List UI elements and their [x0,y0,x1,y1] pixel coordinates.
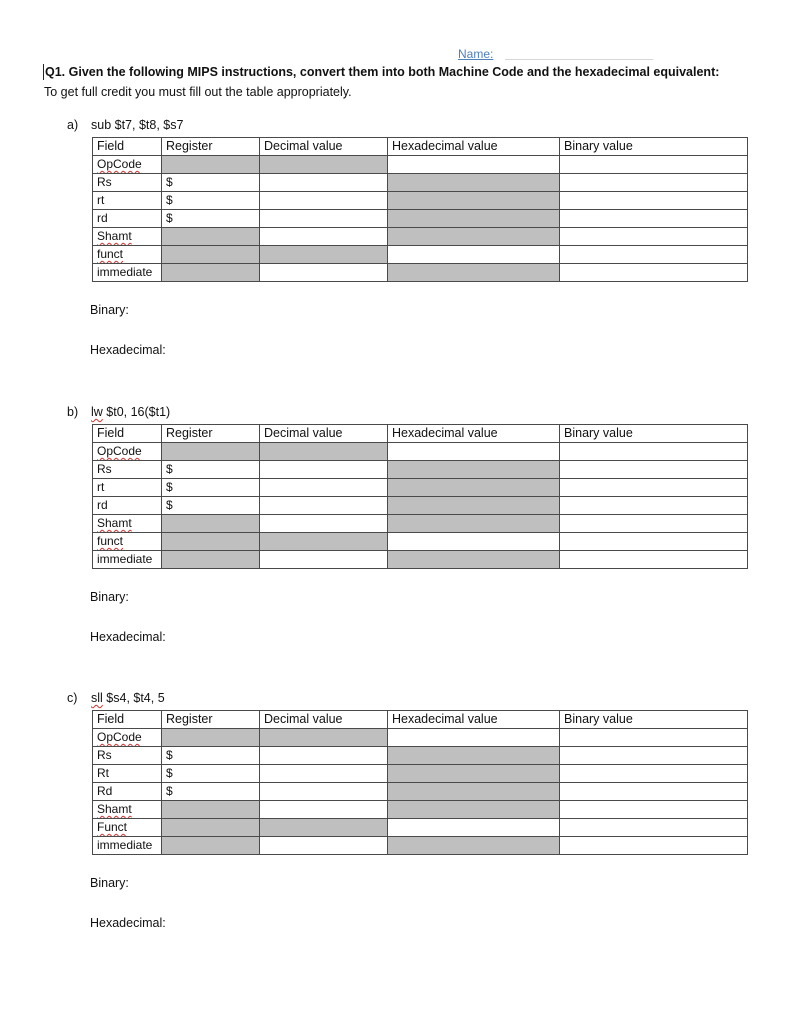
field-name [93,443,162,461]
encoding-table [92,137,748,282]
field-name: immediate [93,551,162,569]
decimal-cell[interactable] [260,497,388,515]
column-header: Field [93,425,162,443]
field-name-text: OpCode [97,730,142,744]
hex-cell [388,837,560,855]
field-name [93,819,162,837]
decimal-cell[interactable] [260,264,388,282]
instruction-operands: $t0, 16($t1) [102,405,171,419]
register-cell[interactable]: $ [162,174,260,192]
register-cell [162,551,260,569]
instruction-operands: $s4, $t4, 5 [102,691,165,705]
field-name: Rs [93,461,162,479]
table-header-row [93,425,748,443]
hex-cell [388,228,560,246]
hex-cell [388,747,560,765]
binary-cell[interactable] [560,819,748,837]
binary-cell[interactable] [560,801,748,819]
name-label: Name: [458,47,494,61]
binary-cell[interactable] [560,461,748,479]
decimal-cell[interactable] [260,551,388,569]
column-header: Binary value [560,711,748,729]
field-name [93,533,162,551]
hex-cell[interactable] [388,729,560,747]
decimal-cell [260,729,388,747]
decimal-cell[interactable] [260,765,388,783]
field-name-text: OpCode [97,157,142,171]
field-name [93,156,162,174]
table-header-row [93,138,748,156]
binary-cell[interactable] [560,729,748,747]
field-name-text: Shamt [97,802,132,816]
hex-cell [388,765,560,783]
table-row [93,174,748,192]
field-name [93,801,162,819]
table-row [93,479,748,497]
decimal-cell[interactable] [260,801,388,819]
column-header: Register [162,138,260,156]
binary-cell[interactable] [560,443,748,461]
register-cell [162,246,260,264]
instruction-mnemonic: sll [91,691,103,705]
table-row [93,246,748,264]
text-cursor [43,64,44,80]
hex-cell [388,515,560,533]
register-cell[interactable]: $ [162,765,260,783]
binary-answer-label: Binary: [90,303,129,317]
binary-cell[interactable] [560,551,748,569]
field-name: immediate [93,264,162,282]
decimal-cell [260,156,388,174]
instruction-heading [67,118,183,132]
column-header: Hexadecimal value [388,425,560,443]
table-row [93,515,748,533]
binary-cell[interactable] [560,174,748,192]
binary-cell[interactable] [560,765,748,783]
binary-cell[interactable] [560,533,748,551]
field-name [93,729,162,747]
decimal-cell[interactable] [260,747,388,765]
binary-cell[interactable] [560,192,748,210]
question-title: Q1. Given the following MIPS instructions, convert them into both Machine Code and the hexadecimal equivalent: [45,65,720,79]
register-cell [162,533,260,551]
decimal-cell[interactable] [260,192,388,210]
binary-cell[interactable] [560,228,748,246]
field-name: Rs [93,174,162,192]
binary-cell[interactable] [560,497,748,515]
question-subtitle: To get full credit you must fill out the table appropriately. [44,85,352,99]
decimal-cell[interactable] [260,210,388,228]
binary-cell[interactable] [560,156,748,174]
decimal-cell[interactable] [260,174,388,192]
table-row [93,837,748,855]
binary-cell[interactable] [560,837,748,855]
hex-cell [388,210,560,228]
table-row [93,533,748,551]
field-name: Rd [93,783,162,801]
table-row [93,497,748,515]
encoding-table [92,424,748,569]
field-name [93,515,162,533]
decimal-cell[interactable] [260,461,388,479]
hex-cell[interactable] [388,819,560,837]
decimal-cell[interactable] [260,783,388,801]
table-row [93,819,748,837]
table-row [93,551,748,569]
table-row [93,729,748,747]
instruction-operands: sub $t7, $t8, $s7 [91,118,184,132]
instruction-mnemonic: lw [91,405,103,419]
column-header: Decimal value [260,711,388,729]
register-cell[interactable]: $ [162,210,260,228]
column-header: Hexadecimal value [388,138,560,156]
decimal-cell[interactable] [260,837,388,855]
binary-cell[interactable] [560,210,748,228]
field-name: immediate [93,837,162,855]
section-letter: b) [67,405,79,419]
binary-answer-label: Binary: [90,590,129,604]
table-row [93,192,748,210]
field-name: rt [93,192,162,210]
register-cell[interactable]: $ [162,783,260,801]
table-row [93,156,748,174]
field-name-text: OpCode [97,444,142,458]
hex-cell[interactable] [388,246,560,264]
column-header: Field [93,138,162,156]
decimal-cell [260,246,388,264]
column-header: Binary value [560,138,748,156]
hex-cell [388,264,560,282]
name-underline [505,59,653,60]
binary-cell[interactable] [560,479,748,497]
register-cell [162,801,260,819]
table-row [93,801,748,819]
table-row [93,210,748,228]
field-name: rt [93,479,162,497]
field-name-text: funct [97,247,124,261]
decimal-cell[interactable] [260,228,388,246]
field-name-text: Shamt [97,229,132,243]
register-cell[interactable]: $ [162,461,260,479]
field-name [93,246,162,264]
hex-cell [388,192,560,210]
register-cell [162,156,260,174]
register-cell [162,837,260,855]
column-header: Field [93,711,162,729]
instruction-heading [67,691,165,705]
hex-cell [388,461,560,479]
field-name-text: Funct [97,820,128,834]
register-cell [162,264,260,282]
hexadecimal-answer-label: Hexadecimal: [90,630,166,644]
register-cell [162,819,260,837]
encoding-table [92,710,748,855]
decimal-cell [260,443,388,461]
register-cell[interactable]: $ [162,192,260,210]
decimal-cell [260,819,388,837]
register-cell [162,443,260,461]
register-cell [162,515,260,533]
hex-cell[interactable] [388,533,560,551]
table-row [93,228,748,246]
table-row [93,264,748,282]
field-name [93,228,162,246]
column-header: Decimal value [260,138,388,156]
field-name: Rt [93,765,162,783]
column-header: Register [162,711,260,729]
hex-cell [388,551,560,569]
field-name: rd [93,210,162,228]
hexadecimal-answer-label: Hexadecimal: [90,343,166,357]
field-name-text: funct [97,534,124,548]
field-name: rd [93,497,162,515]
hex-cell [388,479,560,497]
register-cell[interactable]: $ [162,497,260,515]
column-header: Hexadecimal value [388,711,560,729]
column-header: Binary value [560,425,748,443]
register-cell [162,729,260,747]
decimal-cell[interactable] [260,515,388,533]
hex-cell [388,497,560,515]
column-header: Decimal value [260,425,388,443]
section-letter: c) [67,691,78,705]
binary-cell[interactable] [560,747,748,765]
decimal-cell [260,533,388,551]
binary-cell[interactable] [560,783,748,801]
decimal-cell[interactable] [260,479,388,497]
hex-cell[interactable] [388,443,560,461]
table-row [93,443,748,461]
hex-cell [388,174,560,192]
register-cell[interactable]: $ [162,479,260,497]
table-row [93,747,748,765]
table-header-row [93,711,748,729]
hex-cell[interactable] [388,156,560,174]
register-cell[interactable]: $ [162,747,260,765]
hexadecimal-answer-label: Hexadecimal: [90,916,166,930]
field-name: Rs [93,747,162,765]
hex-cell [388,783,560,801]
table-row [93,765,748,783]
section-letter: a) [67,118,79,132]
table-row [93,783,748,801]
table-row [93,461,748,479]
binary-cell[interactable] [560,515,748,533]
binary-answer-label: Binary: [90,876,129,890]
hex-cell [388,801,560,819]
instruction-heading [67,405,170,419]
column-header: Register [162,425,260,443]
register-cell [162,228,260,246]
field-name-text: Shamt [97,516,132,530]
binary-cell[interactable] [560,264,748,282]
binary-cell[interactable] [560,246,748,264]
